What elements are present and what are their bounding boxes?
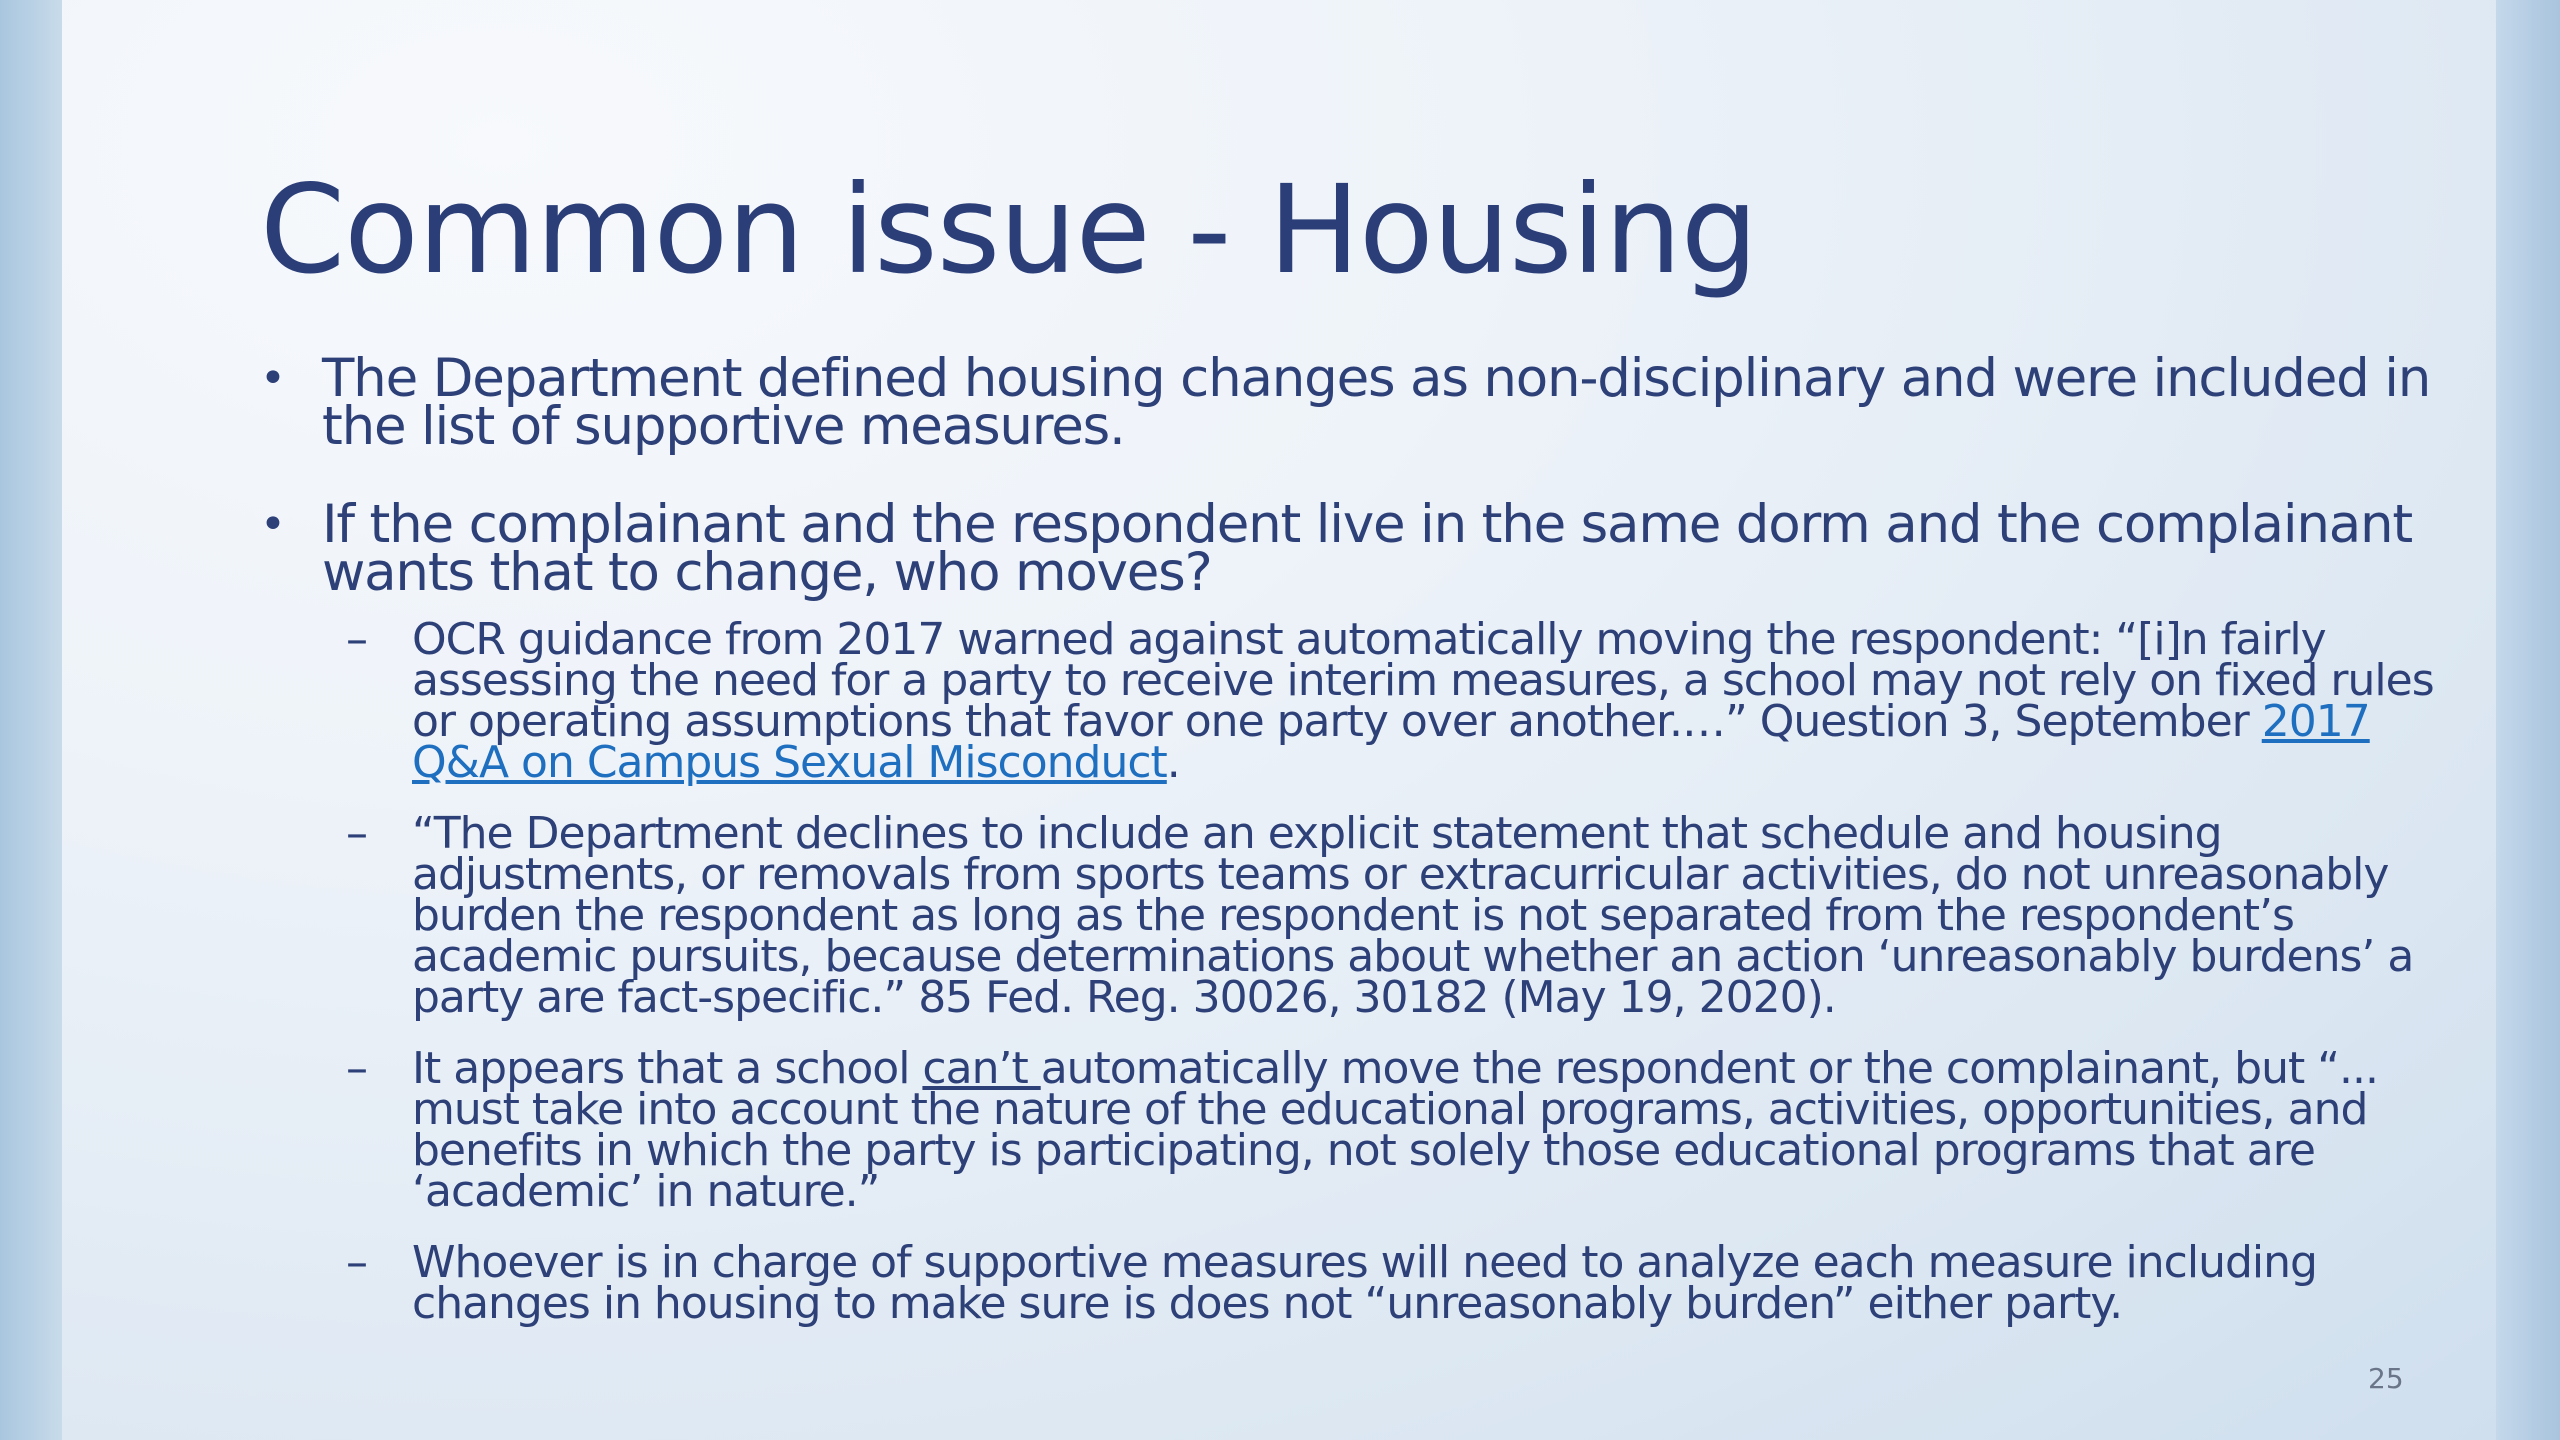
bullet-item <box>260 494 2496 603</box>
bullet-marker: • <box>260 499 285 550</box>
window-edge <box>2496 0 2560 1440</box>
slide <box>62 0 2496 1440</box>
sub-bullet-text: “The Department declines to include an explicit statement that schedule and housing adjustments, or removals from sports teams or extracurricular activities, do not unreasonably burden the respondent as long as the respondent is not separated from the respondent’s academic pursuits, because determinations about whether an action ‘unreasonably burdens’ a party are fact-specific.” 85 Fed. Reg. 30026, 30182 (May 19, 2020). <box>412 808 2414 1023</box>
bullet-text: If the complainant and the respondent live in the same dorm and the complainant wants that to change, who moves? <box>322 494 2413 603</box>
slide-content <box>260 348 2496 1354</box>
sub-bullet-item <box>346 1237 2462 1329</box>
sub-bullet-text: It appears that a school <box>412 1043 923 1094</box>
page-number: 25 <box>2368 1362 2404 1395</box>
sub-bullet-text: Whoever is in charge of supportive measures will need to analyze each measure including changes in housing to make sure is does not “unreasonably burden” either party. <box>412 1237 2317 1329</box>
sub-bullet-text: OCR guidance from 2017 warned against automatically moving the respondent: “[i]n fairly assessing the need for a party to receive interim measures, a school may not rely on fixed rules or operating assumptions that favor one party over another.…” Question 3, September <box>412 614 2434 747</box>
sub-bullet-list <box>260 614 2496 1329</box>
bullet-item <box>260 348 2496 457</box>
slide-title: Common issue - Housing <box>260 159 1758 301</box>
sub-bullet-marker: – <box>346 614 367 665</box>
qa-guidance-link[interactable]: 2017 Q&A on Campus Sexual Misconduct <box>412 696 2370 788</box>
bullet-marker: • <box>260 353 285 404</box>
sub-bullet-marker: – <box>346 808 367 859</box>
sub-bullet-text-end: . <box>1166 737 1180 788</box>
bullet-text: The Department defined housing changes as non-disciplinary and were included in the list of supportive measures. <box>322 348 2431 457</box>
sub-bullet-item <box>346 614 2462 788</box>
sub-bullet-marker: – <box>346 1237 367 1288</box>
sub-bullet-item <box>346 1043 2462 1217</box>
sub-bullet-text-cont: automatically move the respondent or the complainant, but “... must take into account the nature of the educational programs, activities, opportunities, and benefits in which the party is participating, not solely those educational programs that are ‘academic’ in nature.” <box>412 1043 2378 1217</box>
sub-bullet-item <box>346 808 2462 1023</box>
sub-bullet-marker: – <box>346 1043 367 1094</box>
emphasis-underlined: can’t <box>922 1043 1041 1094</box>
